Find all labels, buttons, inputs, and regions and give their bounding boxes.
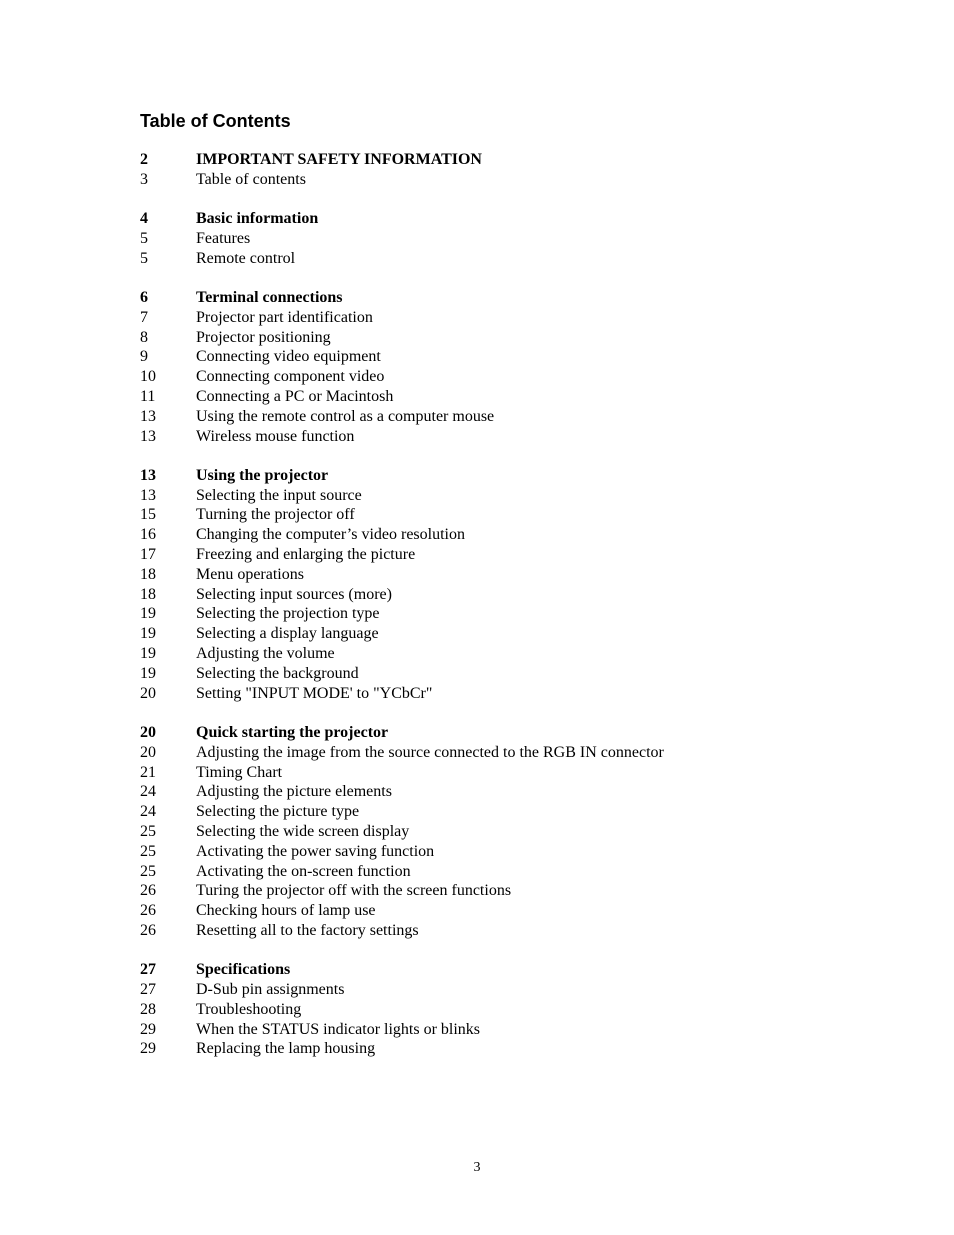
toc-entry-title: IMPORTANT SAFETY INFORMATION xyxy=(196,151,482,168)
toc-entry xyxy=(140,367,860,387)
toc-section xyxy=(140,466,860,704)
toc-entry xyxy=(140,782,860,802)
toc-entry xyxy=(140,565,860,585)
toc-entry xyxy=(140,881,860,901)
toc-page-number: 9 xyxy=(140,348,148,366)
toc-entry xyxy=(140,644,860,664)
toc-page-number: 20 xyxy=(140,723,156,741)
toc-page-number: 8 xyxy=(140,328,148,346)
toc-entry-title: Menu operations xyxy=(196,565,304,583)
toc-entry-title: Setting "INPUT MODE' to "YCbCr" xyxy=(196,684,433,702)
toc-entry xyxy=(140,249,860,269)
toc-entry-title: Checking hours of lamp use xyxy=(196,902,376,920)
toc-page-number: 19 xyxy=(140,664,156,682)
toc-page-number: 3 xyxy=(140,170,148,188)
toc-entry-title: Specifications xyxy=(196,961,291,979)
toc-entry xyxy=(140,229,860,249)
toc-entry-title: Activating the power saving function xyxy=(196,842,435,860)
toc-page-number: 18 xyxy=(140,585,156,603)
toc-page-number: 7 xyxy=(140,308,148,326)
toc-entry-title: Selecting the picture type xyxy=(196,803,360,821)
toc-entry xyxy=(140,684,860,704)
table-of-contents xyxy=(140,150,860,1079)
toc-page-number: 20 xyxy=(140,743,156,761)
toc-section-heading xyxy=(140,150,860,170)
toc-page-number: 25 xyxy=(140,842,156,860)
toc-page-number: 5 xyxy=(140,249,148,267)
toc-entry-title: Remote control xyxy=(196,249,296,267)
toc-entry-title: Selecting a display language xyxy=(196,625,379,643)
toc-entry-title: Selecting the wide screen display xyxy=(196,822,410,840)
toc-entry-title: Connecting component video xyxy=(196,368,385,386)
toc-entry xyxy=(140,170,860,190)
toc-entry xyxy=(140,1039,860,1059)
toc-section xyxy=(140,150,860,190)
toc-page-number: 6 xyxy=(140,288,148,306)
toc-entry-title: Freezing and enlarging the picture xyxy=(196,546,416,564)
toc-page-number: 13 xyxy=(140,466,156,484)
toc-page-number: 19 xyxy=(140,645,156,663)
toc-entry-title: Projector part identification xyxy=(196,308,373,326)
toc-entry xyxy=(140,901,860,921)
toc-entry-title: Activating the on-screen function xyxy=(196,862,411,880)
toc-entry-title: Timing Chart xyxy=(196,763,283,781)
toc-entry xyxy=(140,486,860,506)
toc-page-number: 29 xyxy=(140,1040,156,1058)
toc-entry-title: Adjusting the volume xyxy=(196,645,335,663)
toc-section xyxy=(140,288,860,446)
toc-entry-title: Selecting the background xyxy=(196,664,359,682)
page-title: Table of Contents xyxy=(140,111,291,131)
toc-entry-title: Connecting a PC or Macintosh xyxy=(196,387,394,405)
toc-section-heading xyxy=(140,288,860,308)
toc-entry xyxy=(140,387,860,407)
toc-page-number: 25 xyxy=(140,862,156,880)
toc-page-number: 18 xyxy=(140,565,156,583)
toc-page-number: 24 xyxy=(140,803,156,821)
toc-entry-title: Connecting video equipment xyxy=(196,348,381,366)
toc-page-number: 13 xyxy=(140,407,156,425)
page-number: 3 xyxy=(473,1160,481,1175)
toc-entry-title: Using the remote control as a computer mouse xyxy=(196,407,495,425)
toc-entry-title: When the STATUS indicator lights or blinks xyxy=(196,1020,481,1038)
toc-entry xyxy=(140,980,860,1000)
toc-entry xyxy=(140,1020,860,1040)
toc-page-number: 27 xyxy=(140,980,156,998)
toc-entry-title: Turing the projector off with the screen functions xyxy=(196,882,512,900)
toc-entry xyxy=(140,525,860,545)
toc-page-number: 4 xyxy=(140,210,148,228)
toc-page-number: 27 xyxy=(140,961,156,979)
toc-entry-title: Selecting input sources (more) xyxy=(196,585,392,603)
toc-entry-title: Adjusting the picture elements xyxy=(196,783,392,801)
toc-page-number: 26 xyxy=(140,902,156,920)
toc-page-number: 29 xyxy=(140,1020,156,1038)
toc-section-heading xyxy=(140,723,860,743)
toc-section xyxy=(140,960,860,1059)
toc-entry xyxy=(140,862,860,882)
toc-entry xyxy=(140,822,860,842)
toc-page-number: 16 xyxy=(140,526,156,544)
toc-page-number: 19 xyxy=(140,605,156,623)
toc-entry-title: Terminal connections xyxy=(196,288,343,306)
toc-entry-title: Quick starting the projector xyxy=(196,723,389,741)
toc-entry-title: Adjusting the image from the source connected to the RGB IN connector xyxy=(196,743,664,761)
toc-entry-title: Wireless mouse function xyxy=(196,427,355,445)
toc-entry xyxy=(140,505,860,525)
toc-entry xyxy=(140,585,860,605)
toc-section-heading xyxy=(140,960,860,980)
toc-entry xyxy=(140,921,860,941)
toc-entry-title: Resetting all to the factory settings xyxy=(196,921,419,939)
toc-section-heading xyxy=(140,209,860,229)
toc-entry-title: Basic information xyxy=(196,210,319,228)
toc-entry-title: D-Sub pin assignments xyxy=(196,980,345,998)
toc-page-number: 28 xyxy=(140,1000,156,1018)
toc-entry xyxy=(140,624,860,644)
toc-entry-title: Using the projector xyxy=(196,466,329,484)
toc-entry xyxy=(140,545,860,565)
toc-entry xyxy=(140,328,860,348)
toc-entry-title: Troubleshooting xyxy=(196,1000,302,1018)
toc-page-number: 10 xyxy=(140,368,156,386)
toc-entry-title: Selecting the projection type xyxy=(196,605,380,623)
toc-page-number: 20 xyxy=(140,684,156,702)
toc-section xyxy=(140,723,860,941)
toc-entry xyxy=(140,604,860,624)
toc-page-number: 11 xyxy=(140,387,156,405)
toc-page-number: 26 xyxy=(140,921,156,939)
toc-page-number: 2 xyxy=(140,151,148,168)
toc-page-number: 17 xyxy=(140,546,156,564)
toc-entry xyxy=(140,308,860,328)
toc-entry xyxy=(140,1000,860,1020)
toc-entry-title: Features xyxy=(196,229,251,247)
toc-entry xyxy=(140,842,860,862)
toc-section xyxy=(140,209,860,268)
toc-page-number: 25 xyxy=(140,822,156,840)
toc-page-number: 19 xyxy=(140,625,156,643)
toc-entry-title: Selecting the input source xyxy=(196,486,362,504)
toc-entry-title: Changing the computer’s video resolution xyxy=(196,526,465,544)
toc-page-number: 15 xyxy=(140,506,156,524)
toc-entry-title: Table of contents xyxy=(196,170,306,188)
toc-page-number: 13 xyxy=(140,427,156,445)
toc-entry xyxy=(140,743,860,763)
toc-page-number: 5 xyxy=(140,229,148,247)
toc-page-number: 21 xyxy=(140,763,156,781)
toc-page-number: 24 xyxy=(140,783,156,801)
toc-page-number: 26 xyxy=(140,882,156,900)
toc-entry xyxy=(140,407,860,427)
toc-page-number: 13 xyxy=(140,486,156,504)
toc-entry-title: Turning the projector off xyxy=(196,506,355,524)
toc-entry-title: Replacing the lamp housing xyxy=(196,1040,376,1058)
toc-entry xyxy=(140,427,860,447)
toc-entry xyxy=(140,763,860,783)
toc-entry xyxy=(140,802,860,822)
toc-entry xyxy=(140,347,860,367)
toc-section-heading xyxy=(140,466,860,486)
toc-entry xyxy=(140,664,860,684)
toc-entry-title: Projector positioning xyxy=(196,328,331,346)
